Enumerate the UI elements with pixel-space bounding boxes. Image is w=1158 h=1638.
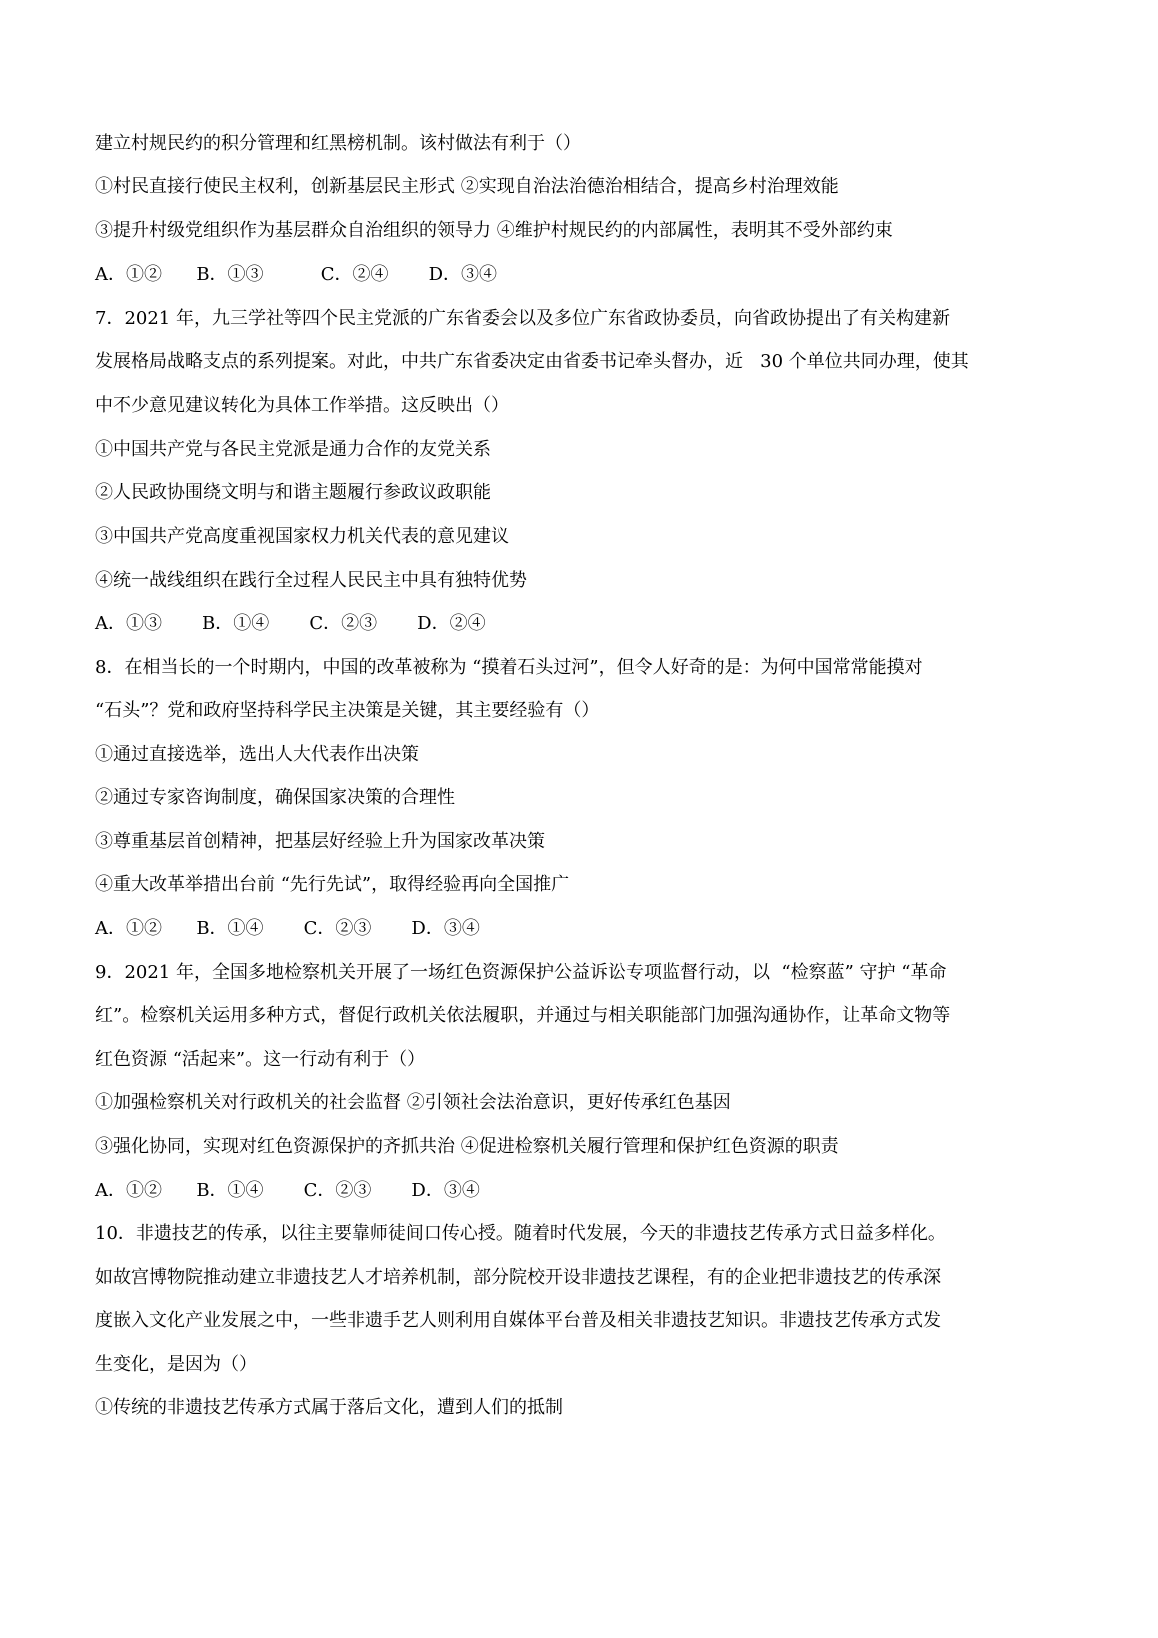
question-10-stem: 10．非遗技艺的传承，以往主要靠师徒间口传心授。随着时代发展，今天的非遗技艺传承方式日益多样化。 [95,1223,946,1244]
question-8-stem: 8．在相当长的一个时期内，中国的改革被称为 “摸着石头过河”，但令人好奇的是：为何中国常常能摸对 [95,657,923,678]
text-line: ①传统的非遗技艺传承方式属于落后文化，遭到人们的抵制 [95,1397,563,1418]
text-line: ③中国共产党高度重视国家权力机关代表的意见建议 [95,526,509,547]
answer-options-line: A．①② B．①③ C．②④ D．③④ [95,264,498,285]
answer-options-line: A．①② B．①④ C．②③ D．③④ [95,918,480,939]
text-line: 建立村规民约的积分管理和红黑榜机制。该村做法有利于（） [95,133,581,154]
text-line: ①加强检察机关对行政机关的社会监督 ②引领社会法治意识，更好传承红色基因 [95,1092,731,1113]
text-line: ②人民政协围绕文明与和谐主题履行参政议政职能 [95,482,491,503]
text-line: ①通过直接选举，选出人大代表作出决策 [95,744,419,765]
text-line: 度嵌入文化产业发展之中，一些非遗手艺人则利用自媒体平台普及相关非遗技艺知识。非遗技艺传承方式发 [95,1310,941,1331]
text-line: ③尊重基层首创精神，把基层好经验上升为国家改革决策 [95,831,545,852]
answer-options-line: A．①③ B．①④ C．②③ D．②④ [95,613,486,634]
text-line: ③提升村级党组织作为基层群众自治组织的领导力 ④维护村规民约的内部属性，表明其不受外部约束 [95,220,893,241]
text-line: 红”。检察机关运用多种方式，督促行政机关依法履职，并通过与相关职能部门加强沟通协作，让革命文物等 [95,1005,951,1026]
text-line: ④重大改革举措出台前 “先行先试”，取得经验再向全国推广 [95,874,570,895]
text-line: 中不少意见建议转化为具体工作举措。这反映出（） [95,395,509,416]
text-line: 发展格局战略支点的系列提案。对此，中共广东省委决定由省委书记牵头督办，近 30 个单位共同办理，使其 [95,351,969,372]
text-line: ④统一战线组织在践行全过程人民民主中具有独特优势 [95,570,527,591]
text-line: 生变化，是因为（） [95,1354,257,1375]
text-line: ③强化协同，实现对红色资源保护的齐抓共治 ④促进检察机关履行管理和保护红色资源的职责 [95,1136,839,1157]
text-line: 红色资源 “活起来”。这一行动有利于（） [95,1049,426,1070]
text-line: ①中国共产党与各民主党派是通力合作的友党关系 [95,439,491,460]
text-line: ②通过专家咨询制度，确保国家决策的合理性 [95,787,455,808]
text-line: ①村民直接行使民主权利，创新基层民主形式 ②实现自治法治德治相结合，提高乡村治理效能 [95,176,839,197]
question-9-stem: 9．2021 年，全国多地检察机关开展了一场红色资源保护公益诉讼专项监督行动，以 “检察蓝” 守护 “革命 [95,962,947,983]
question-7-stem: 7．2021 年，九三学社等四个民主党派的广东省委会以及多位广东省政协委员，向省政协提出了有关构建新 [95,308,950,329]
text-line: 如故宫博物院推动建立非遗技艺人才培养机制，部分院校开设非遗技艺课程，有的企业把非遗技艺的传承深 [95,1267,941,1288]
text-line: “石头”？党和政府坚持科学民主决策是关键，其主要经验有（） [95,700,600,721]
answer-options-line: A．①② B．①④ C．②③ D．③④ [95,1180,480,1201]
